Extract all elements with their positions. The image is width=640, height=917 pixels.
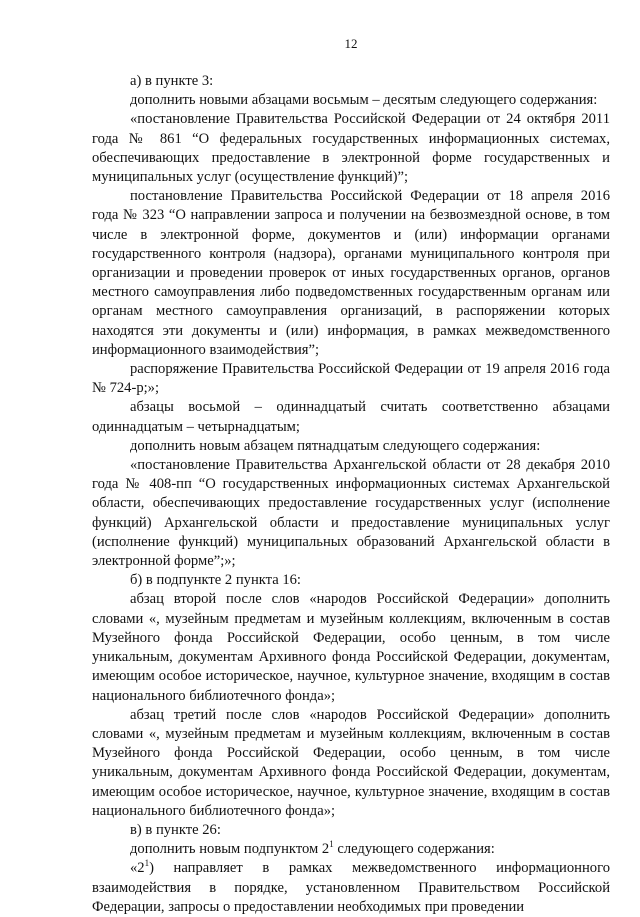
paragraph: «постановление Правительства Архангельской области от 28 декабря 2010 года № 408-пп “О государственных информационных системах Архангельской области, обеспечивающих предоставление государственных услуг (исполнение функций) Архангельской области и предоставление муниципальных услуг (исполнение функций) муниципальных образований Архангельской области в электронной форме”;»; [92,457,610,570]
paragraph: распоряжение Правительства Российской Федерации от 19 апреля 2016 года № 724-р;»; [92,361,610,397]
paragraph: абзацы восьмой – одиннадцатый считать соответственно абзацами одиннадцатым – четырнадцатым; [92,399,610,435]
paragraph: дополнить новыми абзацами восьмым – десятым следующего содержания: [130,92,598,109]
page-number: 12 [344,36,358,51]
paragraph: в) в пункте 26: [130,821,221,838]
paragraph: а) в пункте 3: [130,73,214,89]
paragraph: абзац третий после слов «народов Российской Федерации» дополнить словами «, музейным предметам и музейным коллекциям, включенным в состав Музейного фонда Российской Федерации, особо ценным, в том числе уникальным, документам Архивного фонда Российской Федерации, документам, имеющим особое историческое, научное, культурное значение, входящим в состав национального библиотечного фонда»; [92,706,610,819]
subpoint-text: ) направляет в рамках межведомственного информационного взаимодействия в порядке, установленном Правительством Российской Федерации, запросы о предоставлении необходимых при проведении [92,860,610,915]
paragraph: «постановление Правительства Российской Федерации от 24 октября 2011 года № 861 “О федеральных государственных информационных системах, обеспечивающих предоставление в электронной форме государственных и муниципальных услуг (осуществление функций)”; [92,111,610,186]
subpoint-intro-paragraph [92,840,610,859]
paragraph: дополнить новым абзацем пятнадцатым следующего содержания: [130,437,541,454]
subpoint-open: «2 [130,860,145,877]
document-body [92,72,610,917]
paragraph: абзац второй после слов «народов Российской Федерации» дополнить словами «, музейным предметам и музейным коллекциям, включенным в состав Музейного фонда Российской Федерации, особо ценным, в том числе уникальным, документам Архивного фонда Российской Федерации, документам, имеющим особое историческое, научное, культурное значение, входящим в состав национального библиотечного фонда»; [92,591,610,704]
superscript: 1 [329,839,334,850]
subpoint-intro-text: дополнить новым подпунктом 2 [130,841,330,858]
paragraph: постановление Правительства Российской Федерации от 18 апреля 2016 года № 323 “О направлении запроса и получении на безвозмездной основе, в том числе в электронной форме, документов и (или) информации органами государственного контроля (надзора), органами муниципального контроля при организации и проведении проверок от иных государственных органов, органов местного самоуправления либо подведомственных государственным органам или органам местного самоуправления организаций, в распоряжении которых находятся эти документы и (или) информация, в рамках межведомственного информационного взаимодействия”; [92,188,610,358]
subpoint-text-paragraph [92,859,610,917]
paragraph: б) в подпункте 2 пункта 16: [130,572,301,589]
superscript: 1 [144,858,150,869]
subpoint-intro-tail: следующего содержания: [333,841,495,858]
